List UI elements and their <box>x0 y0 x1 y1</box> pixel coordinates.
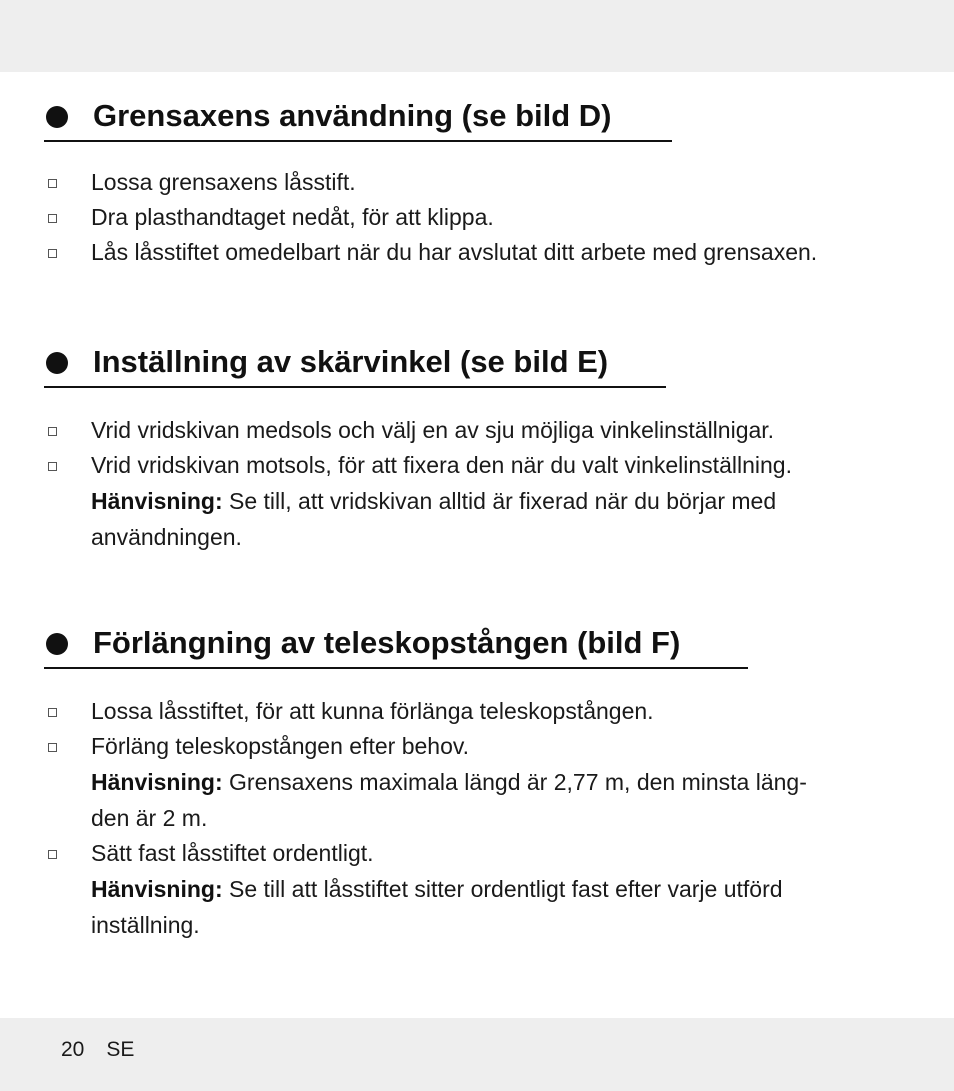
instruction-list <box>44 694 904 764</box>
top-band <box>0 0 954 72</box>
note-label: Hänvisning: <box>91 769 223 795</box>
list-item: Vrid vridskivan medsols och välj en av sju möjliga vinkelinställnigar. <box>44 413 904 448</box>
instruction-list <box>44 836 904 871</box>
checkbox-square-icon <box>48 214 57 223</box>
instruction-list <box>44 165 904 270</box>
checkbox-square-icon <box>48 427 57 436</box>
instruction-list <box>44 413 904 483</box>
list-item: Förläng teleskopstången efter behov. <box>44 729 904 764</box>
language-code: SE <box>106 1038 135 1061</box>
heading-underline <box>44 667 748 669</box>
section-title: Inställning av skärvinkel (se bild E) <box>93 344 609 379</box>
list-item: Lossa grensaxens låsstift. <box>44 165 904 200</box>
note-label: Hänvisning: <box>91 488 223 514</box>
section-heading <box>44 623 904 665</box>
note-text: Hänvisning: Grensaxens maximala längd är 2,77 m, den minsta läng- den är 2 m. <box>91 769 807 831</box>
section-heading <box>44 342 904 384</box>
bullet-dot-icon <box>46 352 68 374</box>
page-footer <box>61 1038 156 1062</box>
page-number: 20 <box>61 1038 85 1061</box>
checkbox-square-icon <box>48 179 57 188</box>
note-text: Hänvisning: Se till att låsstiftet sitter ordentligt fast efter varje utförd inställning. <box>91 876 783 938</box>
list-item: Vrid vridskivan motsols, för att fixera den när du valt vinkelinställning. <box>44 448 904 483</box>
checkbox-square-icon <box>48 850 57 859</box>
note-text: Hänvisning: Se till, att vridskivan alltid är fixerad när du börjar med användningen. <box>91 488 777 550</box>
list-item: Sätt fast låsstiftet ordentligt. <box>44 836 904 871</box>
heading-underline <box>44 140 672 142</box>
list-item: Lossa låsstiftet, för att kunna förlänga teleskopstången. <box>44 694 904 729</box>
checkbox-square-icon <box>48 708 57 717</box>
list-item: Dra plasthandtaget nedåt, för att klippa. <box>44 200 904 235</box>
checkbox-square-icon <box>48 462 57 471</box>
bullet-dot-icon <box>46 633 68 655</box>
note-label: Hänvisning: <box>91 876 223 902</box>
section-heading <box>44 96 904 138</box>
bullet-dot-icon <box>46 106 68 128</box>
checkbox-square-icon <box>48 249 57 258</box>
section-forlangning-teleskopstangen <box>44 623 904 943</box>
section-grensaxens-anvandning <box>44 96 904 270</box>
section-title: Förlängning av teleskopstången (bild F) <box>93 625 681 660</box>
checkbox-square-icon <box>48 743 57 752</box>
section-title: Grensaxens användning (se bild D) <box>93 98 612 133</box>
section-installning-skarvinkel <box>44 342 904 555</box>
list-item: Lås låsstiftet omedelbart när du har avslutat ditt arbete med grensaxen. <box>44 235 904 270</box>
heading-underline <box>44 386 666 388</box>
